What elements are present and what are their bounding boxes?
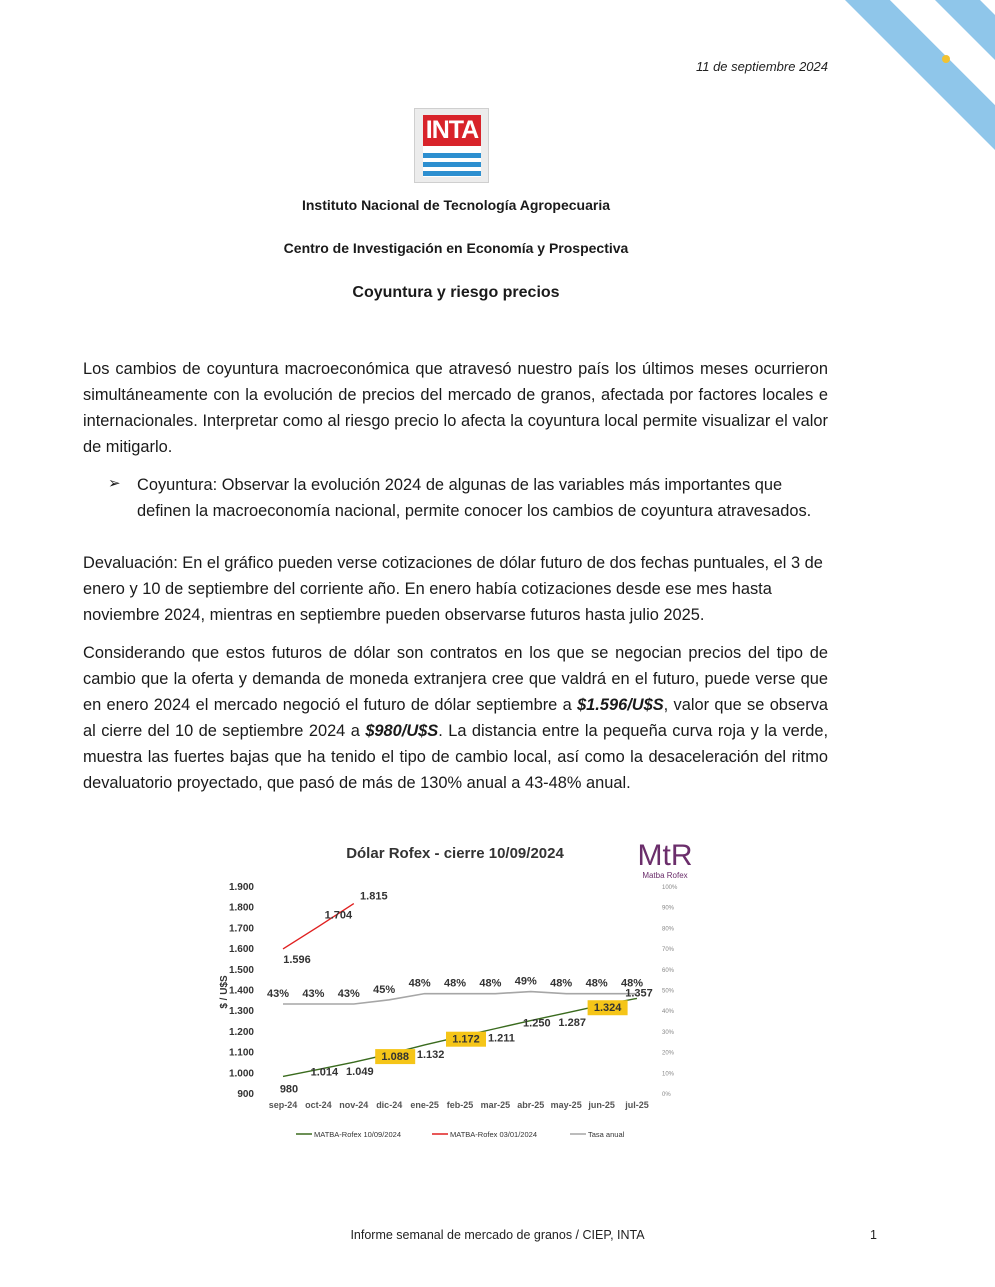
price-jan: $1.596/U$S <box>577 696 664 714</box>
y2-tick-label: 10% <box>662 1071 675 1078</box>
intro-paragraph: Los cambios de coyuntura macroeconómica que atravesó nuestro país los últimos meses ocurrieron simultáneamente con la evolución de precios del mercado de granos, afectada por factores locales e internacionales. Interpretar como al riesgo precio lo afecta la coyuntura local permite visualizar el valor de mitigarlo. <box>83 360 828 456</box>
x-tick-label: feb-25 <box>446 1100 474 1110</box>
y-tick-label: 1.100 <box>228 1047 254 1059</box>
green-data-label: 1.357 <box>625 987 653 1000</box>
y-tick-label: 1.200 <box>228 1026 254 1038</box>
y-tick-label: 1.000 <box>228 1068 254 1080</box>
green-data-label: 980 <box>279 1083 299 1096</box>
y-tick-label: 1.900 <box>228 882 254 893</box>
y-tick-label: 1.600 <box>228 944 254 956</box>
bullet-coyuntura: Coyuntura: Observar la evolución 2024 de algunas de las variables más importantes que definen la macroeconomía nacional, permite conocer los cambios de coyuntura atravesados. <box>137 476 812 520</box>
y2-tick-label: 50% <box>662 988 675 995</box>
x-tick-label: jul-25 <box>625 1100 649 1110</box>
x-tick-label: jun-25 <box>588 1100 615 1110</box>
red-data-label: 1.704 <box>324 909 353 922</box>
y-tick-label: 1.500 <box>228 964 254 976</box>
y2-tick-label: 0% <box>662 1092 671 1098</box>
center-name: Centro de Investigación en Economía y Prospectiva <box>283 240 629 256</box>
x-tick-label: dic-24 <box>376 1100 403 1110</box>
inta-logo <box>414 108 489 183</box>
y-tick-label: 1.400 <box>228 985 254 997</box>
rate-data-label: 48% <box>585 977 608 990</box>
red-data-label: 1.596 <box>283 953 311 966</box>
legend-label-0: MATBA-Rofex 10/09/2024 <box>314 1130 401 1139</box>
rate-data-label: 48% <box>479 977 502 990</box>
y2-tick-label: 40% <box>662 1009 675 1016</box>
red-data-label: 1.815 <box>360 890 388 903</box>
green-data-label: 1.088 <box>381 1051 409 1064</box>
bullet-arrow-icon: ➢ <box>108 475 121 492</box>
footer-text: Informe semanal de mercado de granos / CIEP, INTA <box>350 1228 645 1242</box>
y2-tick-label: 60% <box>662 967 675 974</box>
report-date: 11 de septiembre 2024 <box>695 59 828 74</box>
green-data-label: 1.211 <box>487 1032 515 1045</box>
y-tick-label: 1.800 <box>228 902 254 914</box>
y-tick-label: 1.700 <box>228 923 254 935</box>
devaluacion-paragraph: Devaluación: En el gráfico pueden verse cotizaciones de dólar futuro de dos fechas puntuales, el 3 de enero y 10 de septiembre del corriente año. En enero había cotizaciones desde ese mes hasta noviembre 2024, mientras en septiembre pueden observarse futuros hasta julio 2025. <box>83 554 823 624</box>
rate-data-label: 43% <box>337 987 360 1000</box>
x-tick-label: abr-25 <box>517 1100 545 1110</box>
y-tick-label: 900 <box>237 1089 254 1100</box>
argentina-flag-corner <box>755 0 995 160</box>
green-data-label: 1.172 <box>452 1033 480 1046</box>
y-tick-label: 1.300 <box>228 1006 254 1018</box>
green-data-label: 1.324 <box>593 1002 622 1015</box>
page-number: 1 <box>870 1228 877 1242</box>
x-tick-label: nov-24 <box>339 1100 369 1110</box>
y2-tick-label: 70% <box>662 947 675 954</box>
rate-data-label: 43% <box>302 987 325 1000</box>
y2-tick-label: 80% <box>662 926 675 933</box>
green-data-label: 1.132 <box>416 1048 445 1061</box>
y2-tick-label: 30% <box>662 1029 675 1036</box>
matba-rofex-logo: MtR <box>637 839 693 872</box>
y2-tick-label: 20% <box>662 1050 675 1057</box>
x-tick-label: mar-25 <box>480 1100 511 1110</box>
green-data-label: 1.049 <box>346 1066 374 1079</box>
rate-data-label: 48% <box>620 977 644 990</box>
rate-data-label: 49% <box>514 975 537 988</box>
series-line-2 <box>283 992 637 1004</box>
rate-data-label: 48% <box>443 977 467 990</box>
institute-name: Instituto Nacional de Tecnología Agropecuaria <box>301 197 611 213</box>
rate-data-label: 45% <box>373 983 396 996</box>
price-sep: $980/U$S <box>365 722 439 740</box>
rate-data-label: 48% <box>408 977 431 990</box>
sun-icon <box>942 55 950 63</box>
x-tick-label: ene-25 <box>410 1100 439 1110</box>
green-data-label: 1.250 <box>523 1017 551 1030</box>
chart-title: Dólar Rofex - cierre 10/09/2024 <box>346 845 564 862</box>
legend-label-1: MATBA-Rofex 03/01/2024 <box>450 1130 537 1139</box>
green-data-label: 1.014 <box>310 1066 339 1079</box>
y2-tick-label: 90% <box>662 905 675 912</box>
y2-tick-label: 100% <box>662 885 678 891</box>
y-axis-label: $ / U$S <box>219 975 230 1009</box>
rate-data-label: 48% <box>550 977 573 990</box>
x-tick-label: oct-24 <box>305 1100 332 1110</box>
legend-label-2: Tasa anual <box>588 1130 625 1139</box>
rate-data-label: 43% <box>266 987 290 1000</box>
matba-rofex-logo-sub: Matba Rofex <box>642 871 688 880</box>
green-data-label: 1.287 <box>558 1016 586 1029</box>
dolar-rofex-chart <box>210 830 710 1150</box>
document-title: Coyuntura y riesgo precios <box>352 284 560 301</box>
x-tick-label: may-25 <box>550 1100 582 1110</box>
x-tick-label: sep-24 <box>268 1100 298 1110</box>
inta-logo-text: INTA <box>423 115 481 146</box>
considerando-paragraph: Considerando que estos futuros de dólar son contratos en los que se negocian precios del tipo de cambio que la oferta y demanda de moneda extranjera cree que valdrá en el futuro, puede verse que en enero 2024 el mercado negoció el futuro de dólar septiembre a $1.596/U$S, valor que se observa al cierre del 10 de septiembre 2024 a $980/U$S. La distancia entre la pequeña curva roja y la verde, muestra las fuertes bajas que ha tenido el tipo de cambio local, así como la desaceleración del ritmo devaluatorio proyectado, que pasó de más de 130% anual a 43-48% anual. <box>83 644 829 792</box>
